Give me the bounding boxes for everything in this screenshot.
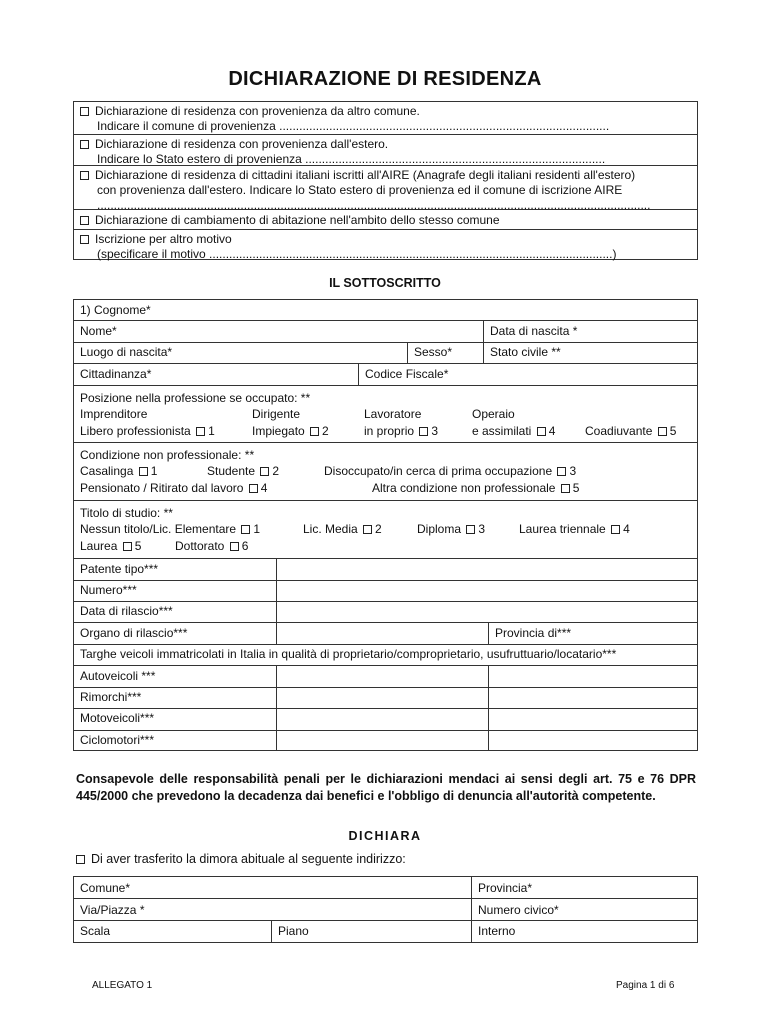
footer-allegato: ALLEGATO 1 bbox=[92, 980, 153, 991]
option-altro-comune: Dichiarazione di residenza con provenienza da altro comune. Indicare il comune di provenienza ................................................................................................... bbox=[74, 102, 697, 135]
cognome-label: 1) Cognome* bbox=[80, 303, 151, 317]
address-table bbox=[73, 876, 698, 943]
professione-option: in proprio 3 bbox=[364, 424, 439, 438]
declaration-type-options bbox=[73, 101, 698, 260]
footer-page-number: Pagina 1 di 6 bbox=[616, 980, 675, 991]
cittadinanza-label: Cittadinanza* bbox=[80, 367, 152, 381]
option-aire: Dichiarazione di residenza di cittadini italiani iscritti all'AIRE (Anagrafe degli italiani residenti all'estero) con provenienza dall'estero. Indicare lo Stato estero di provenienza ed il comune di iscrizione AIRE ...................................................................................................................................................................... bbox=[74, 166, 697, 210]
provincia-label: Provincia* bbox=[478, 881, 533, 895]
professione-title: Posizione nella professione se occupato: ** bbox=[80, 391, 311, 405]
professione-option: Impiegato 2 bbox=[252, 424, 329, 438]
comune-label: Comune* bbox=[80, 881, 131, 895]
dichiara-heading: DICHIARA bbox=[348, 829, 422, 843]
provincia-rilascio-label: Provincia di*** bbox=[495, 626, 572, 640]
non-prof-option: Studente 2 bbox=[207, 464, 280, 478]
studio-option: Nessun titolo/Lic. Elementare 1 bbox=[80, 522, 261, 536]
option-altro-motivo: Iscrizione per altro motivo (specificare il motivo .........................................................................................................................) bbox=[74, 230, 697, 261]
rimorchi-label: Rimorchi*** bbox=[80, 690, 142, 704]
option-cambio-abitazione: Dichiarazione di cambiamento di abitazione nell'ambito dello stesso comune bbox=[74, 210, 697, 230]
non-prof-option: Casalinga 1 bbox=[80, 464, 158, 478]
studio-option: Dottorato 6 bbox=[175, 539, 249, 553]
luogo-nascita-label: Luogo di nascita* bbox=[80, 345, 173, 359]
non-prof-option: Altra condizione non professionale 5 bbox=[372, 481, 580, 495]
personal-data-table: 1) Cognome* Nome* Data di nascita * Luogo di nascita* Sesso* Stato civile ** Cittadinanza* Codice Fiscale* Posizione nella professione se occupato: ** Imprenditore Libero professionista 1 Dirigente Impiegato 2 Lavoratore in proprio 3 Operaio e assimilati 4 Coadiuvante 5 Condizione non professionale: ** Casalinga 1 Studente 2 Disoccupato/in cerca di prima occupazione 3 Pensionato / Ritirato dal lavoro 4 Altra condizione non professionale 5 Titolo di studio: ** Nessun titolo/Lic. Elementare 1 Lic. Media 2 Diploma 3 Laurea triennale 4 Laurea 5 Dottorato 6 Patente tipo*** Numero*** Data di rilascio*** Organo di rilascio*** Provincia di*** Targhe veicoli immatricolati in Italia in qualità di proprietario/comproprietario, usufruttuario/locatario*** Autoveicoli *** Rimorchi*** Motoveicoli*** Ciclomotori*** bbox=[73, 299, 698, 751]
autoveicoli-label: Autoveicoli *** bbox=[80, 669, 156, 683]
professione-option: e assimilati 4 bbox=[472, 424, 556, 438]
via-label: Via/Piazza * bbox=[80, 903, 145, 917]
scala-label: Scala bbox=[80, 924, 111, 938]
piano-label: Piano bbox=[278, 924, 309, 938]
patente-data-label: Data di rilascio*** bbox=[80, 604, 173, 618]
professione-option: Libero professionista 1 bbox=[80, 424, 215, 438]
professione-option: Coadiuvante 5 bbox=[585, 424, 677, 438]
option-estero: Dichiarazione di residenza con provenienza dall'estero. Indicare lo Stato estero di provenienza .......................................................................................... bbox=[74, 135, 697, 166]
interno-label: Interno bbox=[478, 924, 516, 938]
patente-numero-label: Numero*** bbox=[80, 583, 137, 597]
option-checkbox[interactable] bbox=[80, 235, 89, 244]
studio-option: Diploma 3 bbox=[417, 522, 486, 536]
dimora-statement: Di aver trasferito la dimora abituale al seguente indirizzo: bbox=[76, 852, 406, 866]
organo-rilascio-label: Organo di rilascio*** bbox=[80, 626, 188, 640]
non-prof-option: Disoccupato/in cerca di prima occupazione 3 bbox=[324, 464, 577, 478]
studio-option: Laurea triennale 4 bbox=[519, 522, 630, 536]
option-checkbox[interactable] bbox=[80, 140, 89, 149]
option-checkbox[interactable] bbox=[80, 171, 89, 180]
data-nascita-label: Data di nascita * bbox=[490, 324, 578, 338]
studio-option: Laurea 5 bbox=[80, 539, 142, 553]
nome-label: Nome* bbox=[80, 324, 117, 338]
patente-tipo-label: Patente tipo*** bbox=[80, 562, 159, 576]
option-checkbox[interactable] bbox=[80, 216, 89, 225]
stato-civile-label: Stato civile ** bbox=[490, 345, 561, 359]
page-title: DICHIARAZIONE DI RESIDENZA bbox=[228, 68, 542, 90]
dimora-checkbox[interactable] bbox=[76, 855, 85, 864]
codice-fiscale-label: Codice Fiscale* bbox=[365, 367, 449, 381]
non-professionale-title: Condizione non professionale: ** bbox=[80, 448, 255, 462]
studio-title: Titolo di studio: ** bbox=[80, 506, 173, 520]
motoveicoli-label: Motoveicoli*** bbox=[80, 711, 155, 725]
sottoscritto-heading: IL SOTTOSCRITTO bbox=[329, 276, 441, 290]
studio-option: Lic. Media 2 bbox=[303, 522, 382, 536]
veicoli-title: Targhe veicoli immatricolati in Italia in qualità di proprietario/comproprietario, usufruttuario/locatario*** bbox=[80, 647, 617, 661]
non-prof-option: Pensionato / Ritirato dal lavoro 4 bbox=[80, 481, 268, 495]
civico-label: Numero civico* bbox=[478, 903, 559, 917]
consapevole-paragraph: Consapevole delle responsabilità penali per le dichiarazioni mendaci ai sensi degli art. 75 e 76 DPR 445/2000 che prevedono la decadenza dai benefici e l'obbligo di denuncia all'autorità competente. bbox=[76, 772, 696, 803]
sesso-label: Sesso* bbox=[414, 345, 453, 359]
option-checkbox[interactable] bbox=[80, 107, 89, 116]
ciclomotori-label: Ciclomotori*** bbox=[80, 733, 155, 747]
